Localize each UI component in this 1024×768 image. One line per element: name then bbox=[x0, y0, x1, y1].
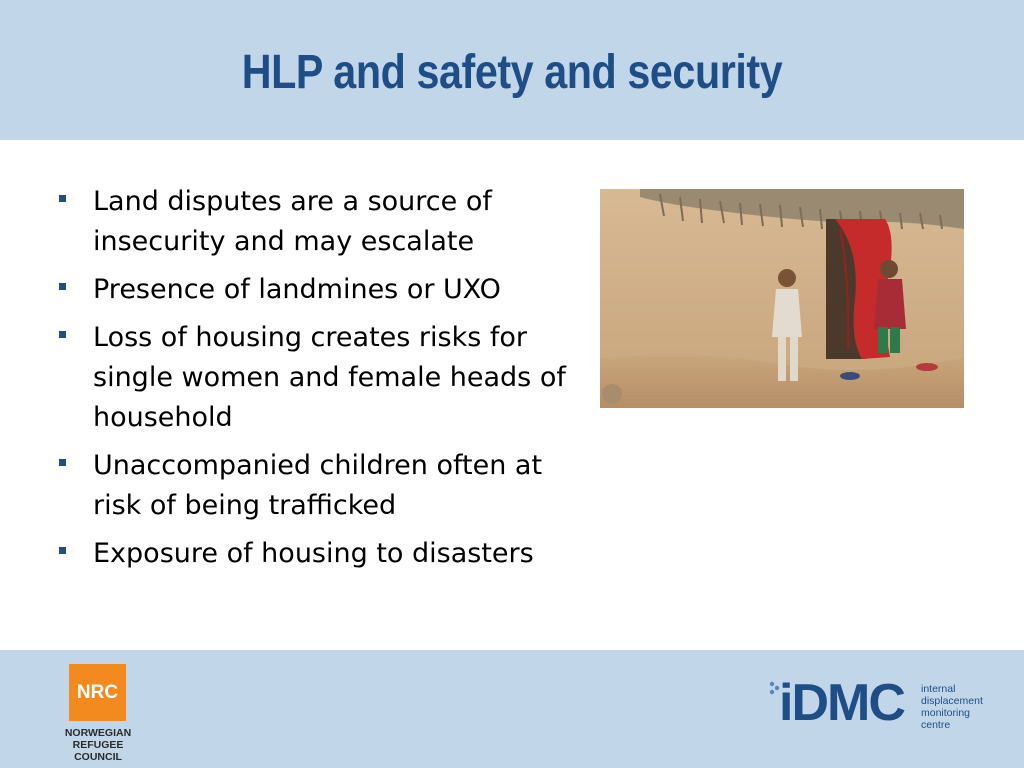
square-bullet-icon bbox=[59, 195, 66, 202]
idmc-logo: iDMC bbox=[779, 674, 904, 732]
idmc-tagline bbox=[921, 683, 983, 731]
list-item bbox=[55, 182, 575, 262]
bullet-text: Exposure of housing to disasters bbox=[93, 538, 534, 569]
bullet-list bbox=[55, 182, 575, 582]
bullet-text: Unaccompanied children often at risk of being trafficked bbox=[93, 450, 543, 521]
bullet-text: Land disputes are a source of insecurity and may escalate bbox=[93, 186, 492, 257]
title-band bbox=[0, 0, 1024, 140]
slide-photo bbox=[600, 189, 964, 408]
list-item bbox=[55, 270, 575, 310]
idmc-tagline-line: centre bbox=[921, 719, 951, 731]
square-bullet-icon bbox=[59, 283, 66, 290]
square-bullet-icon bbox=[59, 331, 66, 338]
bullet-text: Presence of landmines or UXO bbox=[93, 274, 501, 305]
list-item bbox=[55, 318, 575, 438]
square-bullet-icon bbox=[59, 459, 66, 466]
nrc-name-line: REFUGEE COUNCIL bbox=[72, 739, 124, 763]
nrc-name-line: NORWEGIAN bbox=[64, 727, 132, 739]
idmc-tagline-line: monitoring bbox=[921, 707, 971, 719]
bullet-text: Loss of housing creates risks for single women and female heads of household bbox=[93, 322, 566, 433]
photo-children-at-mud-house bbox=[600, 189, 964, 408]
slide-title: HLP and safety and security bbox=[241, 46, 783, 99]
idmc-tagline-line: displacement bbox=[921, 695, 983, 707]
nrc-logo: NRC bbox=[69, 664, 126, 721]
idmc-tagline-line: internal bbox=[921, 683, 956, 695]
list-item bbox=[55, 534, 575, 574]
nrc-name bbox=[48, 727, 148, 763]
square-bullet-icon bbox=[59, 547, 66, 554]
list-item bbox=[55, 446, 575, 526]
